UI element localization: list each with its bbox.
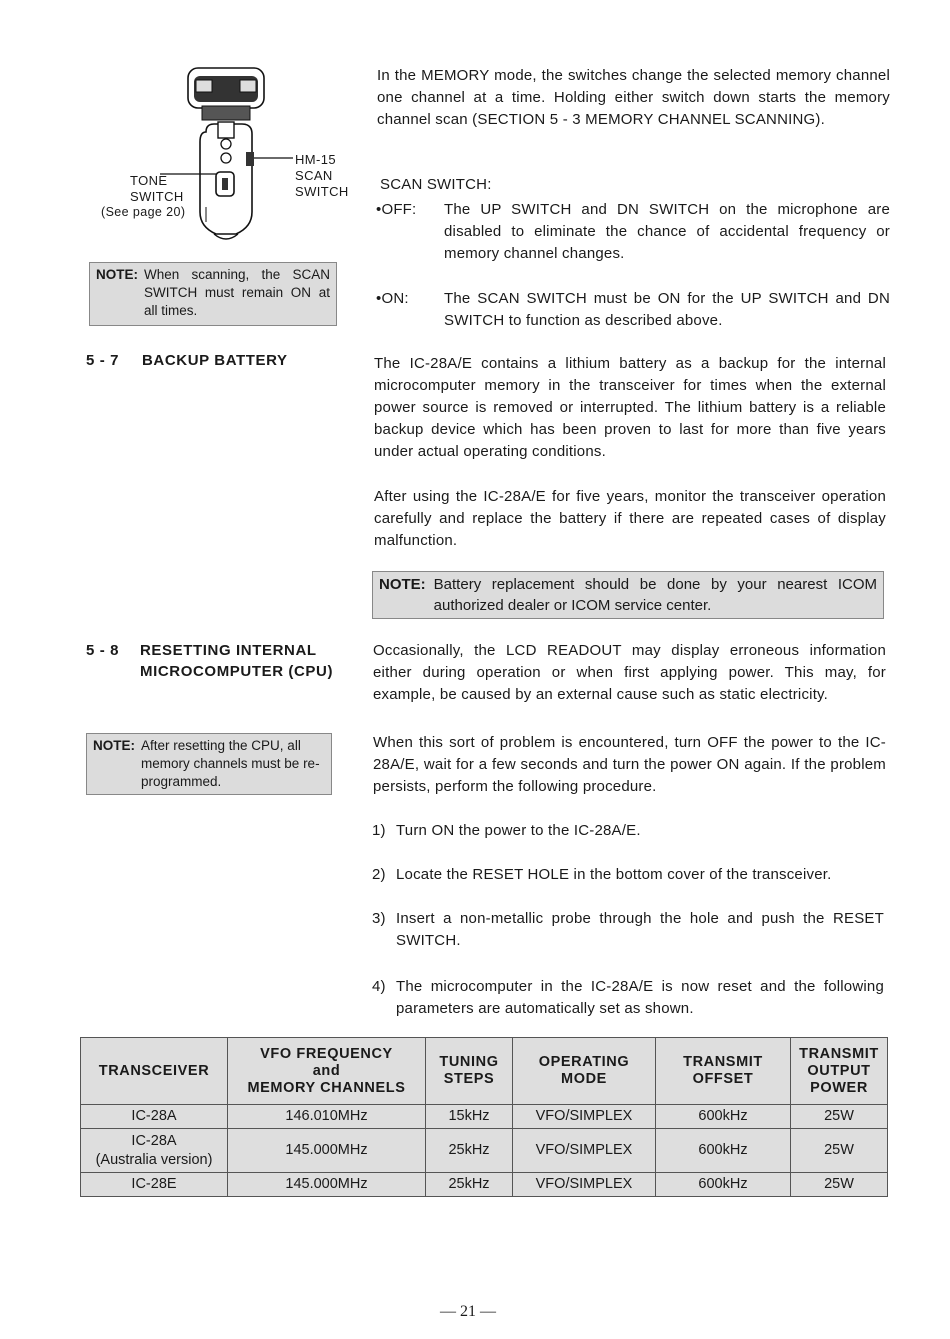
reset-step-4 [372,976,884,1020]
cell-frequency: 145.000MHz [228,1129,426,1173]
tone-label: TONE [130,173,168,188]
reset-step-3 [372,908,884,952]
note-label: NOTE: [93,738,135,753]
cell-step: 25kHz [426,1173,513,1197]
hm15-label: HM-15 [295,152,337,167]
page-number: — 21 — [440,1303,496,1320]
header-line: MEMORY CHANNELS [247,1079,406,1096]
header-line: TRANSMIT [683,1054,763,1070]
scan-switch-title: SCAN SWITCH: [380,176,492,193]
cell-power: 25W [791,1105,888,1129]
note-text: After resetting the CPU, all memory channels must be re-programmed. [141,738,320,789]
step-text: Turn ON the power to the IC-28A/E. [396,822,641,839]
cell-power: 25W [791,1129,888,1173]
cell-offset: 600kHz [656,1173,791,1197]
cell-power: 25W [791,1173,888,1197]
scan-label: SCAN [295,168,333,183]
note-text: Battery replacement should be done by your nearest ICOM authorized dealer or ICOM service center. [433,576,877,614]
battery-note [372,571,884,619]
header-transmit-offset [656,1038,791,1105]
header-line: POWER [810,1079,868,1096]
header-line: and [312,1062,341,1079]
scan-switch-label: SWITCH [295,184,349,199]
note-text: When scanning, the SCAN SWITCH must remain ON at all times. [144,267,330,318]
section-57-title: BACKUP BATTERY [142,352,288,369]
reset-step-1 [372,820,884,842]
cell-mode: VFO/SIMPLEX [513,1129,656,1173]
header-line: TUNING [439,1054,499,1070]
on-key: •ON: [376,290,409,307]
section-57-number: 5 - 7 [86,352,120,369]
header-line: OUTPUT [807,1062,871,1079]
cell-step: 15kHz [426,1105,513,1129]
battery-paragraph-2: After using the IC-28A/E for five years, monitor the transceiver operation carefully and replace the battery if there are repeated cases of display malfunction. [374,488,886,549]
header-line: OPERATING [538,1054,630,1070]
header-line: STEPS [443,1071,495,1087]
cell-mode: VFO/SIMPLEX [513,1173,656,1197]
header-operating-mode [513,1038,656,1105]
table-row [81,1173,888,1197]
cell-step: 25kHz [426,1129,513,1173]
cell-offset: 600kHz [656,1129,791,1173]
cell-frequency: 146.010MHz [228,1105,426,1129]
cpu-note [86,733,332,795]
step-text: Insert a non-metallic probe through the hole and push the RESET SWITCH. [396,910,884,949]
model-line: IC-28A [131,1132,177,1149]
table-row [81,1129,888,1173]
table-header-row [81,1038,888,1105]
reset-paragraph-1: Occasionally, the LCD READOUT may display erroneous information either during operation or when first applying power. This may, for example, be caused by an external cause such as static electricity. [373,642,886,703]
header-line: VFO FREQUENCY [260,1045,393,1062]
model-line: (Australia version) [95,1151,213,1168]
table-row [81,1105,888,1129]
cell-model: IC-28A [81,1105,228,1129]
cell-model: IC-28E [81,1173,228,1197]
reset-paragraph-2: When this sort of problem is encountered, turn OFF the power to the IC-28A/E, wait for a few seconds and turn the power ON again. If the problem persists, perform the following procedure. [373,734,886,795]
step-text: The microcomputer in the IC-28A/E is now reset and the following parameters are automatically set as shown. [396,978,884,1017]
scan-off-item [376,199,890,265]
tone-switch-label: SWITCH [130,189,184,204]
cell-mode: VFO/SIMPLEX [513,1105,656,1129]
section-58-title-line2: MICROCOMPUTER (CPU) [140,663,334,680]
cell-model [81,1129,228,1173]
memory-mode-paragraph: In the MEMORY mode, the switches change the selected memory channel one channel at a time. Holding either switch down starts the memory channel scan (SECTION 5 - 3 MEMORY CHANNEL SCANNING). [377,67,890,128]
header-transceiver: TRANSCEIVER [81,1038,228,1105]
note-label: NOTE: [96,267,138,282]
off-text: The UP SWITCH and DN SWITCH on the microphone are disabled to eliminate the chance of accidental frequency or memory channel changes. [444,201,890,262]
header-line: OFFSET [692,1071,754,1087]
header-transmit-output-power [791,1038,888,1105]
cell-frequency: 145.000MHz [228,1173,426,1197]
note-label: NOTE: [379,576,426,593]
scan-note [89,262,337,326]
step-number: 3) [372,910,386,927]
off-key: •OFF: [376,201,417,218]
section-58-number: 5 - 8 [86,642,120,659]
step-text: Locate the RESET HOLE in the bottom cover of the transceiver. [396,866,832,883]
section-58-title-line1: RESETTING INTERNAL [140,642,317,659]
header-line: MODE [561,1071,607,1087]
header-tuning-steps [426,1038,513,1105]
step-number: 2) [372,866,386,883]
reset-step-2 [372,864,884,886]
battery-paragraph-1: The IC-28A/E contains a lithium battery as a backup for the internal microcomputer memory in the transceiver for times when the external power source is removed or interrupted. The lithium battery is a reliable backup device which has been proven to last for more than five years under actual operating conditions. [374,355,886,460]
step-number: 1) [372,822,386,839]
header-line: TRANSMIT [799,1045,879,1062]
see-page-label: (See page 20) [101,205,186,219]
scan-on-item [376,288,890,332]
header-vfo-frequency [228,1038,426,1105]
step-number: 4) [372,978,386,995]
default-settings-table [80,1037,888,1197]
cell-offset: 600kHz [656,1105,791,1129]
on-text: The SCAN SWITCH must be ON for the UP SWITCH and DN SWITCH to function as described above. [444,290,890,329]
